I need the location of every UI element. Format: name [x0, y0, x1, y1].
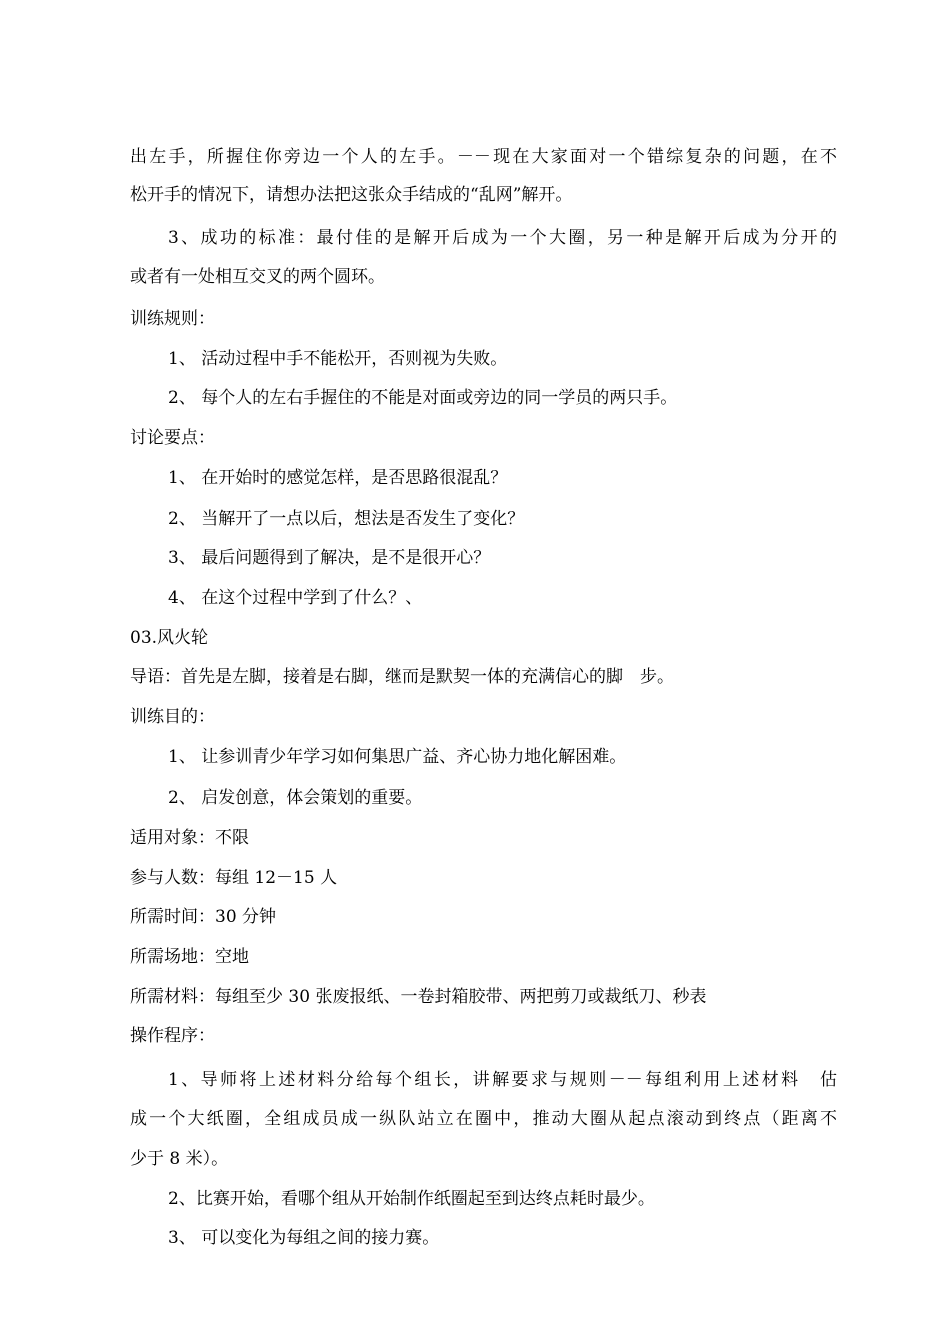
- list-item: 3、 可以变化为每组之间的接力赛。: [168, 1228, 440, 1248]
- list-item: 4、 在这个过程中学到了什么？、: [168, 588, 423, 608]
- list-item: 2、 启发创意，体会策划的重要。: [168, 788, 423, 808]
- paragraph-line: 松开手的情况下，请想办法把这张众手结成的“乱网”解开。: [130, 185, 573, 205]
- list-item: 1、 活动过程中手不能松开，否则视为失败。: [168, 349, 508, 369]
- section-heading: 训练目的：: [130, 707, 215, 727]
- paragraph-line: 或者有一处相互交叉的两个圆环。: [130, 267, 385, 287]
- section-heading: 训练规则：: [130, 309, 215, 329]
- paragraph-line: 少于 8 米）。: [130, 1149, 229, 1169]
- info-line: 参与人数：每组 12－15 人: [130, 868, 338, 888]
- list-item: 3、 最后问题得到了解决，是不是很开心？: [168, 548, 491, 568]
- section-title: 03.风火轮: [130, 628, 209, 648]
- list-item: 1、 在开始时的感觉怎样，是否思路很混乱？: [168, 468, 508, 488]
- paragraph-line: 出左手，所握住你旁边一个人的左手。－－现在大家面对一个错综复杂的问题，在不: [130, 147, 837, 167]
- list-item: 1、 让参训青少年学习如何集思广益、齐心协力地化解困难。: [168, 747, 627, 767]
- list-item: 2、比赛开始，看哪个组从开始制作纸圈起至到达终点耗时最少。: [168, 1189, 655, 1209]
- list-item: 2、 每个人的左右手握住的不能是对面或旁边的同一学员的两只手。: [168, 388, 678, 408]
- section-heading: 操作程序：: [130, 1026, 215, 1046]
- info-line: 适用对象：不限: [130, 828, 249, 848]
- info-line: 所需时间：30 分钟: [130, 907, 277, 927]
- paragraph-line: 1、导师将上述材料分给每个组长，讲解要求与规则－－每组利用上述材料 估: [168, 1070, 837, 1090]
- paragraph-line: 3、成功的标准：最付佳的是解开后成为一个大圈，另一种是解开后成为分开的: [168, 228, 837, 248]
- section-heading: 讨论要点：: [130, 428, 215, 448]
- paragraph-line: 成一个大纸圈，全组成员成一纵队站立在圈中，推动大圈从起点滚动到终点（距离不: [130, 1109, 837, 1129]
- info-line: 所需材料：每组至少 30 张废报纸、一卷封箱胶带、两把剪刀或裁纸刀、秒表: [130, 987, 707, 1007]
- list-item: 2、 当解开了一点以后，想法是否发生了变化？: [168, 509, 525, 529]
- paragraph-line: 导语：首先是左脚，接着是右脚，继而是默契一体的充满信心的脚 步。: [130, 667, 674, 687]
- info-line: 所需场地：空地: [130, 947, 249, 967]
